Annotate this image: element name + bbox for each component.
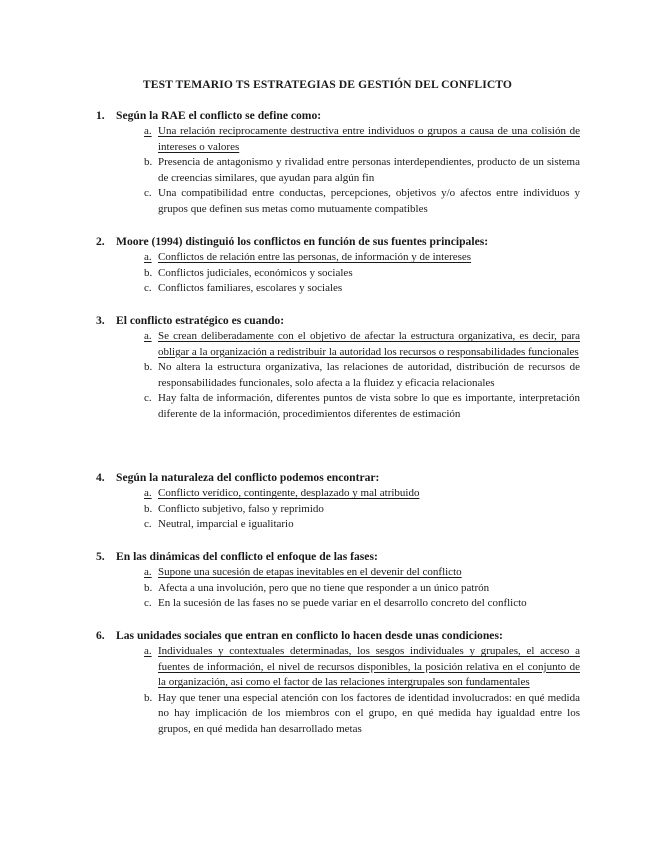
question-text: Según la RAE el conflicto se define como:: [116, 109, 322, 122]
options-list: [144, 486, 580, 533]
question-number: 6.: [96, 629, 105, 642]
option-a: [144, 250, 580, 266]
option-label: b.: [144, 581, 153, 594]
question-text: Según la naturaleza del conflicto podemos encontrar:: [116, 471, 380, 484]
option-label: a.: [144, 330, 152, 342]
option-a: [144, 124, 580, 155]
option-text: Hay falta de información, diferentes puntos de vista sobre lo que es importante, interpretación diferente de la información, procedimientos diferentes de estimación: [158, 392, 580, 420]
option-text: Supone una sucesión de etapas inevitables en el devenir del conflicto: [158, 566, 462, 578]
question-5: [96, 549, 580, 612]
option-b: [144, 155, 580, 186]
option-text: Afecta a una involución, pero que no tiene que responder a un único patrón: [158, 581, 490, 594]
option-label: c.: [144, 282, 152, 295]
option-a: [144, 486, 580, 502]
question-text: Las unidades sociales que entran en conflicto lo hacen desde unas condiciones:: [116, 629, 503, 642]
option-text: Conflicto subjetivo, falso y reprimido: [158, 502, 324, 515]
question-2: [96, 234, 580, 297]
option-c: [144, 517, 580, 533]
option-text: Se crean deliberadamente con el objetivo de afectar la estructura organizativa, es decir, para obligar a la organización a redistribuir la autoridad los recursos o responsabilidades funcionales: [158, 330, 580, 358]
question-text: Moore (1994) distinguió los conflictos en función de sus fuentes principales:: [116, 235, 489, 248]
option-label: b.: [144, 502, 153, 515]
option-label: b.: [144, 361, 153, 374]
question-number: 2.: [96, 235, 105, 248]
option-label: b.: [144, 156, 153, 169]
option-a: [144, 329, 580, 360]
option-c: [144, 391, 580, 422]
option-label: a.: [144, 566, 152, 578]
question-3: [96, 313, 580, 423]
option-b: [144, 360, 580, 391]
option-label: c.: [144, 518, 152, 531]
options-list: [144, 329, 580, 423]
option-text: Neutral, imparcial e igualitario: [158, 518, 294, 531]
options-list: [144, 250, 580, 297]
option-text: Una relación reciprocamente destructiva entre individuos o grupos a causa de una colisión de intereses o valores: [158, 125, 580, 153]
option-text: Individuales y contextuales determinadas, los sesgos individuales y grupales, el acceso a fuentes de información, el nivel de recursos disponibles, la posición relativa en el conjunto de la organización, asi como el factor de las relaciones intergrupales son fundamentales: [158, 645, 580, 689]
option-text: Conflicto verídico, contingente, desplazado y mal atribuido: [158, 487, 420, 499]
option-c: [144, 596, 580, 612]
option-b: [144, 502, 580, 518]
question-1: [96, 108, 580, 218]
option-text: En la sucesión de las fases no se puede variar en el desarrollo concreto del conflicto: [158, 597, 527, 610]
option-label: c.: [144, 187, 152, 200]
options-list: [144, 124, 580, 218]
option-b: [144, 581, 580, 597]
option-label: a.: [144, 125, 152, 137]
option-text: No altera la estructura organizativa, las relaciones de autoridad, distribución de recursos de responsabilidades funcionales, solo afecta a la fluidez y eficacia relacionales: [158, 361, 580, 389]
option-label: a.: [144, 487, 152, 499]
option-label: b.: [144, 266, 153, 279]
options-list: [144, 565, 580, 612]
question-text: El conflicto estratégico es cuando:: [116, 314, 285, 327]
option-b: [144, 266, 580, 282]
option-text: Hay que tener una especial atención con los factores de identidad involucrados: en qué medida no hay implicación de los miembros con el grupo, en qué medida hay igualdad entre los grupos, en qué medida han desarrollado metas: [158, 691, 580, 735]
question-number: 3.: [96, 314, 105, 327]
option-a: [144, 565, 580, 581]
option-label: a.: [144, 251, 152, 263]
question-number: 5.: [96, 550, 105, 563]
option-label: a.: [144, 645, 152, 657]
question-number: 4.: [96, 471, 105, 484]
option-text: Conflictos judiciales, económicos y sociales: [158, 266, 353, 279]
option-label: c.: [144, 597, 152, 610]
question-4: [96, 470, 580, 533]
option-a: [144, 644, 580, 691]
question-text: En las dinámicas del conflicto el enfoque de las fases:: [116, 550, 378, 563]
question-6: [96, 628, 580, 738]
option-text: Presencia de antagonismo y rivalidad entre personas interdependientes, producto de un sistema de creencias similares, que ayudan para algún fin: [158, 156, 580, 184]
option-label: b.: [144, 691, 153, 704]
option-text: Una compatibilidad entre conductas, percepciones, objetivos y/o afectos entre individuos y grupos que definen sus metas como mutuamente compatibles: [158, 187, 580, 215]
option-b: [144, 691, 580, 738]
option-text: Conflictos de relación entre las personas, de información y de intereses: [158, 251, 472, 263]
option-label: c.: [144, 392, 152, 405]
question-number: 1.: [96, 109, 105, 122]
option-text: Conflictos familiares, escolares y sociales: [158, 282, 343, 295]
option-c: [144, 186, 580, 217]
options-list: [144, 644, 580, 738]
option-c: [144, 281, 580, 297]
document-title: TEST TEMARIO TS ESTRATEGIAS DE GESTIÓN DEL CONFLICTO: [142, 78, 513, 91]
